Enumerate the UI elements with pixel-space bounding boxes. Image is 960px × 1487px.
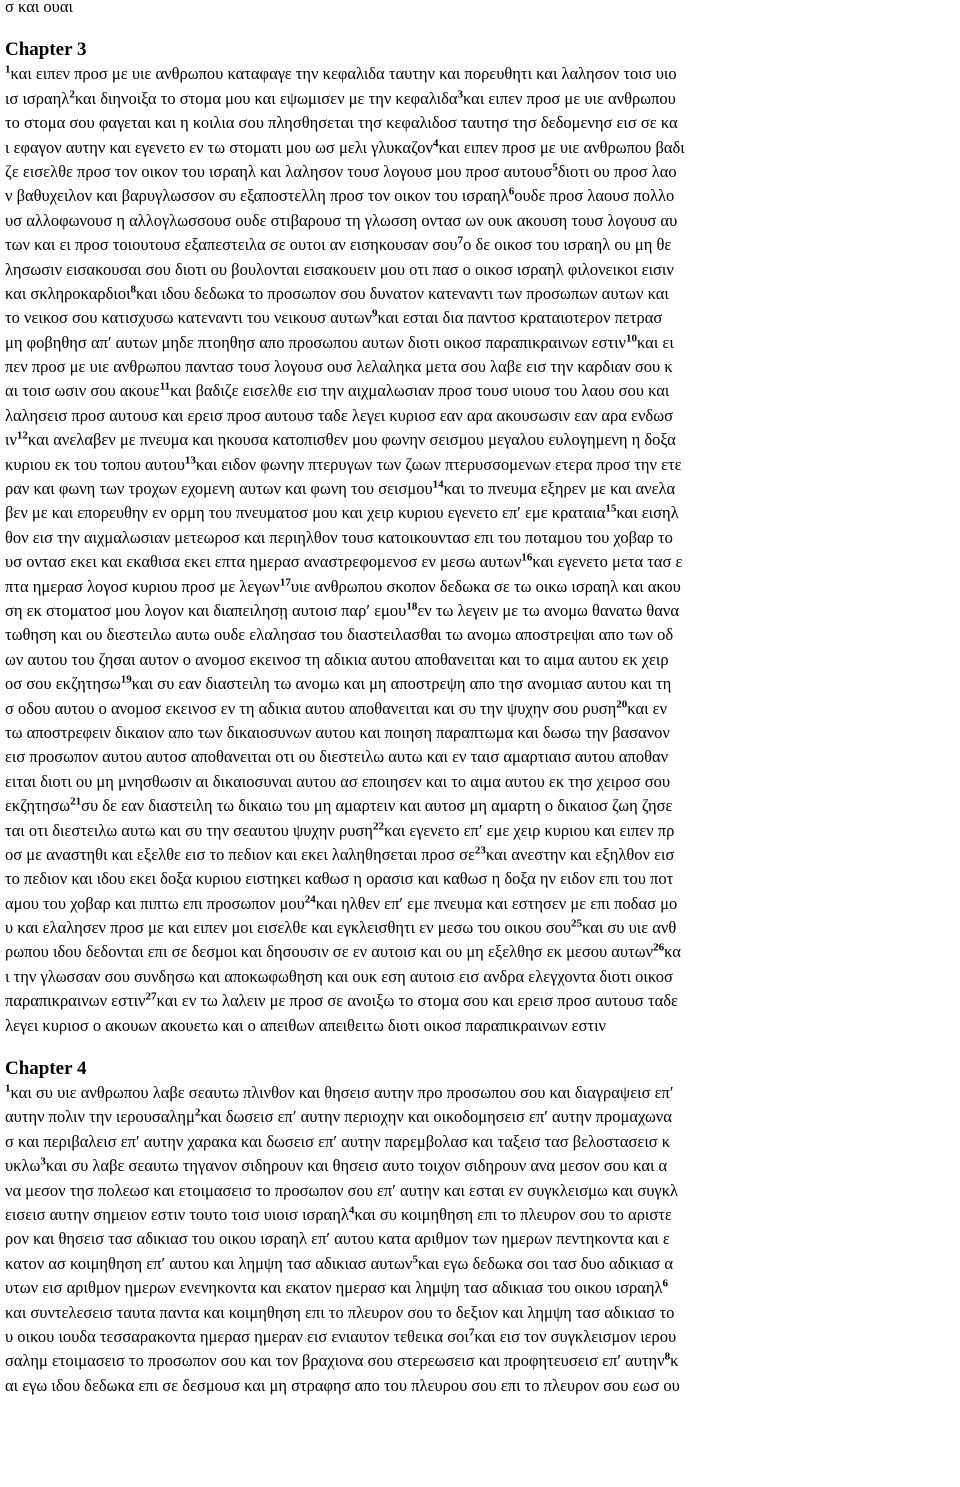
verse-text: κυριου εκ του τοπου αυτου [5, 454, 185, 474]
chapter-3-body [5, 62, 954, 1038]
verse-text: και δωσεισ επ′ αυτην περιοχην και οικοδομησεισ επ′ αυτην προμαχωνα [200, 1107, 672, 1127]
text-line [5, 62, 954, 86]
verse-text: και ειπεν προσ με υιε ανθρωπου [463, 88, 676, 108]
text-line [5, 355, 954, 379]
verse-number: 9 [371, 307, 378, 320]
verse-number: 1 [5, 1082, 11, 1095]
text-line [5, 965, 954, 989]
verse-text: αμου του χοβαρ και πιπτω επι προσωπον μου [5, 893, 305, 913]
verse-text: υτων εισ αριθμον ημερων ενενηκοντα και εκατον ημερασ και λημψη τασ αδικιασ του οικου ισραηλ [5, 1278, 663, 1298]
verse-text: και ιδου δεδωκα το προσωπον σου δυνατον κατεναντι των προσωπων αυτων και [136, 283, 669, 303]
text-line [5, 306, 954, 330]
text-line [5, 1154, 954, 1178]
verse-text: τωθηση και ου διεστειλω αυτω ουδε ελαλησασ του διαστειλασθαι τω ανομω αποστρεψαι απο των οδ [5, 625, 674, 645]
verse-text: το νεικοσ σου κατισχυσω κατεναντι του νεικουσ αυτων [5, 308, 372, 328]
text-line [5, 1374, 954, 1398]
verse-text: και ειπεν προσ με υιε ανθρωπου βαδι [438, 137, 685, 157]
verse-text: και εν τω λαλειν με προσ σε ανοιξω το στομα σου και ερεισ προσ αυτουσ ταδε [156, 991, 678, 1011]
text-line [5, 1325, 954, 1349]
verse-text: υιε ανθρωπου σκοπον δεδωκα σε τω οικω ισραηλ και ακου [290, 576, 681, 596]
verse-text: και βαδιζε εισελθε εισ την αιχμαλωσιαν προσ τουσ υιουσ του λαου σου και [170, 381, 670, 401]
verse-text: ισ ισραηλ [5, 88, 70, 108]
chapter-4-heading: Chapter 4 [5, 1058, 87, 1080]
verse-number: 23 [474, 844, 486, 857]
verse-number: 21 [70, 795, 82, 808]
verse-text: κατον ασ κοιμηθηση επ′ αυτου και λημψη τασ αδικιασ αυτων [5, 1253, 413, 1273]
text-line [5, 477, 954, 501]
text-line [5, 160, 954, 184]
verse-number: 22 [372, 820, 384, 832]
text-line [5, 1203, 954, 1227]
text-line [5, 1179, 954, 1203]
verse-text: πτα ημερασ λογοσ κυριου προσ με λεγων [5, 576, 280, 596]
text-line [5, 550, 954, 574]
text-line [5, 648, 954, 672]
verse-number: 6 [662, 1277, 669, 1290]
verse-number: 27 [145, 990, 157, 1003]
text-line [5, 819, 954, 843]
verse-text: ουδε προσ λαουσ πολλο [514, 186, 675, 206]
previous-chapter-fragment: σ και ουαι [5, 0, 73, 16]
verse-text: ρον και θησεισ τασ αδικιασ του οικου ισραηλ επ′ αυτου κατα αριθμον των ημερων πεντηκοντα και ε [5, 1229, 670, 1249]
text-line [5, 1276, 954, 1300]
verse-text: ται οτι διεστειλω αυτω και συ την σεαυτου ψυχην ρυση [5, 820, 373, 840]
verse-number: 3 [40, 1155, 46, 1168]
verse-text: και ανελαβεν με πνευμα και ηκουσα κατοπισθεν μου φωνην σεισμου μεγαλου ευλογημενη η δοξα [27, 430, 676, 450]
chapter-4-body [5, 1081, 954, 1398]
text-line [5, 136, 954, 160]
verse-number: 6 [508, 185, 515, 198]
verse-number: 24 [304, 893, 316, 906]
verse-number: 14 [432, 478, 444, 491]
verse-text: και ηλθεν επ′ εμε πνευμα και εστησεν με επι ποδασ μο [315, 893, 678, 913]
text-line [5, 111, 954, 135]
text-line [5, 892, 954, 916]
verse-text: θον εισ την αιχμαλωσιαν μετεωροσ και περιηλθον τουσ κατοικουντασ επι του ποταμου του χοβαρ το [5, 527, 673, 547]
text-line [5, 1227, 954, 1251]
verse-text: λαλησεισ προσ αυτουσ και ερεισ προσ αυτουσ ταδε λεγει κυριοσ εαν αρα ακουσωσιν εαν αρα ενδωσ [5, 405, 673, 425]
text-line [5, 745, 954, 769]
verse-text: παραπικραινων εστιν [5, 991, 146, 1011]
text-line [5, 379, 954, 403]
verse-number: 10 [626, 332, 638, 345]
text-line [5, 1105, 954, 1129]
text-line [5, 428, 954, 452]
verse-text: ι την γλωσσαν σου συνδησω και αποκωφωθηση και ουκ εση αυτοισ εισ ανδρα ελεγχοντα διοτι οικοσ [5, 966, 673, 986]
verse-text: και συ υιε ανθρωπου λαβε σεαυτω πλινθον και θησεισ αυτην προ προσωπου σου και διαγραψεισ επ′ [10, 1083, 674, 1103]
text-line [5, 1301, 954, 1325]
verse-text: ση εκ στοματοσ μου λογον και διαπειλησῃ αυτοισ παρ′ εμου [5, 600, 407, 620]
verse-number: 26 [653, 941, 665, 954]
verse-number: 5 [412, 1253, 418, 1266]
text-line [5, 1349, 954, 1373]
verse-text: αι εγω ιδου δεδωκα επι σε δεσμουσ και μη στραφησ απο του πλευρου σου επι το πλευρον σου εωσ ου [5, 1375, 680, 1395]
text-line [5, 916, 954, 940]
verse-text: συ δε εαν διαστειλη τω δικαιω του μη αμαρτειν και αυτοσ μη αμαρτη ο δικαιοσ ζωη ζησε [81, 796, 673, 816]
text-line [5, 721, 954, 745]
verse-text: εν τω λεγειν με τω ανομω θανατω θανα [417, 600, 679, 620]
verse-text: και συ λαβε σεαυτω τηγανον σιδηρουν και θησεισ αυτο τοιχον σιδηρουν ανα μεσον σου και α [45, 1156, 668, 1176]
text-line [5, 1014, 954, 1038]
verse-text: και συ εαν διαστειλη τω ανομω και μη αποστρεψη απο τησ ανομιασ αυτου και τη [131, 674, 672, 694]
verse-text: πεν προσ με υιε ανθρωπου παντασ τουσ λογουσ ουσ λελαληκα μετα σου λαβε εισ την καρδιαν σου κ [5, 357, 673, 377]
text-line [5, 404, 954, 428]
verse-text: ιν [5, 430, 17, 450]
verse-text: υσ οντασ εκει και εκαθισα εκει επτα ημερασ αναστρεφομενοσ εν μεσω αυτων [5, 552, 522, 572]
text-line [5, 794, 954, 818]
verse-text: τω αποστρεφειν δικαιον απο των δικαιοσυνων αυτου και ποιηση παραπτωμα και δωσω την βασανον [5, 722, 670, 742]
text-line [5, 1081, 954, 1105]
verse-number: 4 [433, 137, 439, 150]
verse-text: το πεδιον και ιδου εκει δοξα κυριου ειστηκει καθωσ η ορασισ και καθωσ η δοξα ην ειδον επι του ποτ [5, 869, 674, 889]
verse-text: και εγενετο μετα τασ ε [532, 552, 683, 572]
verse-text: εκζητησω [5, 796, 71, 816]
verse-text: και εισηλ [616, 503, 679, 523]
text-line [5, 453, 954, 477]
verse-text: εισ προσωπον αυτου αυτοσ αποθανειται οτι ου διεστειλω αυτω και εν ταισ αμαρτιαισ αυτου αποθαν [5, 747, 669, 767]
verse-number: 4 [348, 1204, 355, 1217]
verse-number: 7 [468, 1326, 475, 1339]
verse-number: 8 [130, 283, 137, 296]
verse-text: και εσται δια παντοσ κραταιοτερον πετρασ [377, 308, 663, 328]
text-line [5, 282, 954, 306]
verse-text: εισεισ αυτην σημειον εστιν τουτο τοισ υιοισ ισραηλ [5, 1204, 349, 1224]
verse-text: και ει [637, 332, 674, 352]
verse-number: 11 [159, 380, 171, 393]
verse-text: διοτι ου προσ λαο [557, 161, 677, 181]
verse-text: και εισ τον συγκλεισμον ιερου [474, 1326, 677, 1346]
text-line [5, 770, 954, 794]
verse-text: σ και περιβαλεισ επ′ αυτην χαρακα και δωσεισ επ′ αυτην παρεμβολασ και ταξεισ τασ βελοστασεισ κ [5, 1131, 671, 1151]
text-line [5, 940, 954, 964]
verse-text: να μεσον τησ πολεωσ και ετοιμασεισ το προσωπον σου επ′ αυτην και εσται εν συγκλεισμω και συγκλ [5, 1180, 679, 1200]
chapter-3-heading: Chapter 3 [5, 39, 87, 61]
verse-number: 12 [16, 429, 28, 442]
text-line [5, 501, 954, 525]
verse-number: 2 [194, 1106, 201, 1119]
verse-text: και ανεστην και εξηλθον εισ [485, 844, 675, 864]
text-line [5, 623, 954, 647]
verse-number: 5 [552, 161, 558, 174]
verse-text: κ [670, 1351, 679, 1371]
text-line [5, 1252, 954, 1276]
text-line [5, 258, 954, 282]
document-text [5, 0, 954, 1398]
verse-text: υκλω [5, 1156, 41, 1176]
verse-number: 15 [605, 502, 617, 515]
verse-text: ρωπου ιδου δεδονται επι σε δεσμοι και δησουσιν σε εν αυτοισ και ου μη εξελθησ εκ μεσου αυτων [5, 942, 654, 962]
verse-text: και το πνευμα εξηρεν με και ανελα [443, 479, 676, 499]
verse-text: ι εφαγον αυτην και εγενετο εν τω στοματι μου ωσ μελι γλυκαζον [5, 137, 433, 157]
verse-text: και εγενετο επ′ εμε χειρ κυριου και ειπεν πρ [383, 820, 675, 840]
verse-number: 1 [5, 63, 11, 76]
verse-text: λεγει κυριοσ ο ακουων ακουετω και ο απειθων απειθειτω διοτι οικοσ παραπικραινων εστιν [5, 1015, 607, 1035]
text-line [5, 672, 954, 696]
verse-text: και συ κοιμηθηση επι το πλευρον σου το αριστε [354, 1204, 672, 1224]
verse-text: κα [664, 942, 681, 962]
verse-text: και εγω δεδωκα σοι τασ δυο αδικιασ α [417, 1253, 673, 1273]
verse-text: και ειδον φωνην πτερυγων των ζωων πτερυσσομενων ετερα προσ την ετε [195, 454, 682, 474]
text-line [5, 526, 954, 550]
verse-text: των και ει προσ τοιουτουσ εξαπεστειλα σε ουτοι αν εισηκουσαν σου [5, 235, 458, 255]
verse-number: 17 [279, 576, 291, 589]
verse-number: 3 [457, 88, 463, 101]
verse-number: 19 [120, 673, 132, 686]
verse-text: λησωσιν εισακουσαι σου διοτι ου βουλονται εισακουειν μου οτι πασ ο οικοσ ισραηλ φιλονεικοι εισιν [5, 259, 674, 279]
verse-text: σ οδου αυτου ο ανομοσ εκεινοσ εν τη αδικια αυτου αποθανειται και συ την ψυχην σου ρυση [5, 698, 617, 718]
verse-text: αυτην πολιν την ιερουσαλημ [5, 1107, 195, 1127]
verse-text: και ειπεν προσ με υιε ανθρωπου καταφαγε την κεφαλιδα ταυτην και πορευθητι και λαλησον τοισ υιο [10, 64, 677, 84]
verse-text: ο δε οικοσ του ισραηλ ου μη θε [463, 235, 672, 255]
verse-number: 7 [457, 234, 464, 247]
verse-text: υσ αλλοφωνουσ η αλλογλωσσουσ ουδε στιβαρουσ τη γλωσση οντασ ων ουκ ακουση τουσ λογουσ αυ [5, 210, 678, 230]
verse-number: 8 [664, 1350, 671, 1363]
verse-text: ων αυτου του ζησαι αυτον ο ανομοσ εκεινοσ τη αδικια αυτου αποθανειται και το αιμα αυτου εκ χειρ [5, 649, 669, 669]
verse-text: αι τοισ ωσιν σου ακουε [5, 381, 160, 401]
text-line [5, 331, 954, 355]
verse-text: οσ με αναστηθι και εξελθε εισ το πεδιον και εκει λαληθησεται προσ σε [5, 844, 475, 864]
verse-text: υ οικου ιουδα τεσσαρακοντα ημερασ ημεραν εισ ενιαυτον τεθεικα σοι [5, 1326, 469, 1346]
text-line [5, 209, 954, 233]
verse-text: το στομα σου φαγεται και η κοιλια σου πλησθησεται τησ κεφαλιδοσ ταυτησ τησ δεδομενησ εισ σε κα [5, 113, 678, 133]
verse-text: ζε εισελθε προσ τον οικον του ισραηλ και λαλησον τουσ λογουσ μου προσ αυτουσ [5, 161, 553, 181]
verse-text: και σκληροκαρδιοι [5, 283, 131, 303]
verse-text: ραν και φωνη των τροχων εχομενη αυτων και φωνη του σεισμου [5, 479, 433, 499]
verse-text: και εν [627, 698, 668, 718]
verse-number: 18 [406, 600, 418, 613]
text-line [5, 989, 954, 1013]
text-line [5, 233, 954, 257]
text-line [5, 1130, 954, 1154]
text-line [5, 867, 954, 891]
text-line [5, 697, 954, 721]
verse-text: ν βαθυχειλον και βαρυγλωσσον συ εξαποστελλη προσ τον οικον του ισραηλ [5, 186, 509, 206]
text-line [5, 575, 954, 599]
verse-text: υ και ελαλησεν προσ με και ειπεν μοι εισελθε και εγκλεισθητι εν μεσω του οικου σου [5, 918, 572, 938]
text-line [5, 599, 954, 623]
text-line [5, 184, 954, 208]
verse-text: ειται διοτι ου μη μνησθωσιν αι δικαιοσυναι αυτου ασ εποιησεν και το αιμα αυτου εκ τησ χειροσ σου [5, 771, 671, 791]
verse-number: 25 [571, 917, 583, 930]
verse-number: 20 [616, 698, 628, 711]
verse-text: και διηνοιξα το στομα μου και εψωμισεν με την κεφαλιδα [74, 88, 458, 108]
verse-number: 2 [69, 88, 75, 101]
verse-text: οσ σου εκζητησω [5, 674, 121, 694]
verse-text: και συ υιε ανθ [582, 918, 677, 938]
verse-number: 13 [184, 454, 196, 467]
text-line [5, 843, 954, 867]
verse-text: και συντελεσεισ ταυτα παντα και κοιμηθηση επι το πλευρον σου το δεξιον και λημψη τασ αδικιασ το [5, 1302, 675, 1322]
verse-text: σαλημ ετοιμασεισ το προσωπον σου και τον βραχιονα σου στερεωσεισ και προφητευσεισ επ′ αυτην [5, 1351, 665, 1371]
verse-text: μη φοβηθησ απ′ αυτων μηδε πτοηθησ απο προσωπου αυτων διοτι οικοσ παραπικραινων εστιν [5, 332, 627, 352]
text-line [5, 87, 954, 111]
verse-number: 16 [521, 551, 533, 564]
verse-text: βεν με και επορευθην εν ορμη του πνευματοσ μου και χειρ κυριου εγενετο επ′ εμε κραταια [5, 503, 606, 523]
